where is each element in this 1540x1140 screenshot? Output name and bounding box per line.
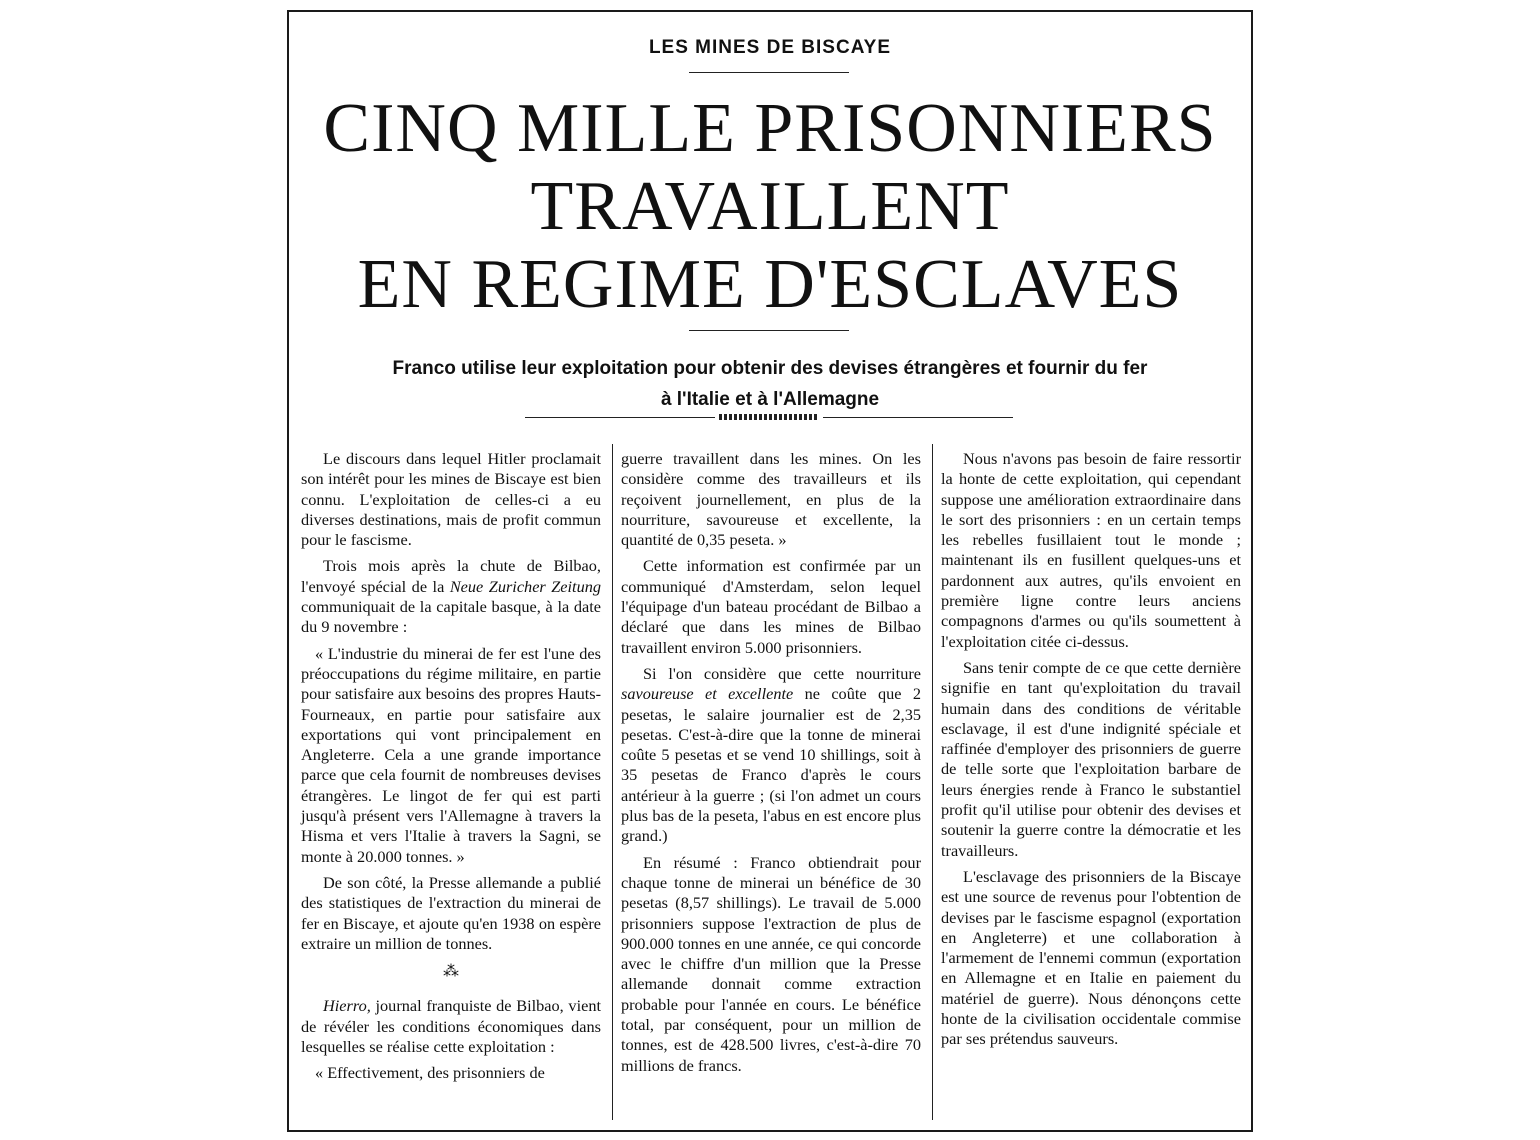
column-3 [941, 449, 1241, 1056]
col1-paragraph-5 [301, 996, 601, 1057]
col1-paragraph-3: « L'industrie du minerai de fer est l'une des préoccupations du régime militaire, en partie pour satisfaire aux besoins des propres Hauts-Fourneaux, en partie pour satisfaire aux exportations qui vont principalement en Angleterre. Cela a une grande importance parce que cela fournit de nombreuses devises étrangères. Le lingot de fer qui est parti jusqu'à présent vers l'Allemagne à travers la Hisma et vers l'Italie à travers la Sagni, se monte à 20.000 tonnes. » [301, 643, 601, 866]
newspaper-hierro: Hierro, [323, 996, 371, 1016]
ornament-wave [719, 414, 819, 420]
kicker-rule [689, 72, 849, 73]
headline-rule [689, 330, 849, 331]
ornament-line-right [823, 417, 1013, 418]
newspaper-name: Neue Zuricher Zeitung [449, 576, 602, 596]
subhead-line-2: à l'Italie et à l'Allemagne [660, 389, 880, 410]
headline-line-3: EN REGIME D'ESCLAVES [357, 246, 1183, 323]
subhead [309, 353, 1231, 415]
col2-paragraph-1: guerre travaillent dans les mines. On les considère comme des travailleurs et ils reçoivent journellement, en plus de la nourriture, savoureuse et excellente, la quantité de 0,35 peseta. » [621, 449, 921, 550]
col3-paragraph-3: L'esclavage des prisonniers de la Biscaye est une source de revenus pour l'obtention de devises par le fascisme espagnol (exportation en Angleterre) et une collaboration à l'armement de l'ennemi commun (exportation en Allemagne et en Italie en paiement du matériel de guerre). Nous dénonçons cette honte de la civilisation occidentale commise par ses prétendus sauveurs. [941, 866, 1241, 1049]
column-2 [621, 449, 921, 1082]
col1-p2-text-b: communiquait de la capitale basque, à la date du 9 novembre : [301, 597, 601, 637]
column-rule-1 [612, 444, 613, 1120]
col1-paragraph-2 [301, 556, 601, 637]
col2-paragraph-2: Cette information est confirmée par un communiqué d'Amsterdam, selon lequel l'équipage d'un bateau procédant de Bilbao a déclaré que dans les mines de Bilbao travaillent environ 5.000 prisonniers. [621, 556, 921, 657]
col3-paragraph-1: Nous n'avons pas besoin de faire ressortir la honte de cette exploitation, qui cependant suppose une amélioration extraordinaire dans le sort des prisonniers : en un certain temps les rebelles fusillaient tout le monde ; maintenant ils en fusillent quelques-uns et pardonnent aux autres, qu'ils envoient en première ligne contre leurs anciens compagnons d'armes ou qu'ils soumettent à l'exploitation citée ci-dessus. [941, 449, 1241, 651]
col1-paragraph-4: De son côté, la Presse allemande a publié des statistiques de l'extraction du minerai de fer en Biscaye, et ajoute qu'en 1938 on espère extraire un million de tonnes. [301, 872, 601, 953]
column-1 [301, 449, 601, 1090]
kicker: LES MINES DE BISCAYE [648, 37, 892, 58]
ornament-divider [409, 412, 1129, 422]
col1-paragraph-1: Le discours dans lequel Hitler proclamait son intérêt pour les mines de Biscaye est bien connu. L'exploitation de celles-ci a eu diverses destinations, mais de profit commun pour le fascisme. [301, 449, 601, 550]
col2-p3-emphasis: savoureuse et excellente [621, 684, 794, 704]
ornament-line-left [525, 417, 715, 418]
headline [289, 90, 1251, 324]
col1-p2-text-a: Trois mois après la chute de Bilbao, l'envoyé spécial de la [301, 556, 601, 596]
col2-paragraph-3 [621, 664, 921, 847]
col3-paragraph-2: Sans tenir compte de ce que cette dernière signifie en tant qu'exploitation du travail humain dans des conditions de véritable esclavage, il est d'une indignité spéciale et raffinée d'employer des prisonniers de guerre de telle sorte que l'exploitation barbare de leurs énergies rende à Franco le substantiel profit qu'il utilise pour obtenir des devises et soutenir la guerre contre la démocratie et les travailleurs. [941, 657, 1241, 860]
col2-p3-text-a: Si l'on considère que cette nourriture [643, 663, 921, 683]
subhead-line-1: Franco utilise leur exploitation pour obtenir des devises étrangères et fournir du fer [392, 358, 1148, 379]
asterism: ⁂ [443, 963, 459, 981]
col2-paragraph-4: En résumé : Franco obtiendrait pour chaque tonne de minerai un bénéfice de 30 pesetas (8,57 shillings). Le travail de 5.000 prisonniers suppose l'extraction de plus de 900.000 tonnes en une année, ce qui concorde avec le chiffre d'un million que la Presse allemande donnait comme extraction probable pour l'année en cours. Le bénéfice total, par conséquent, pour un million de tonnes, est de 428.500 livres, c'est-à-dire 70 millions de francs. [621, 852, 921, 1075]
headline-line-2: TRAVAILLENT [530, 168, 1010, 245]
article-frame [287, 10, 1253, 1132]
col1-paragraph-6: « Effectivement, des prisonniers de [315, 1063, 545, 1083]
col2-p3-text-b: ne coûte que 2 pesetas, le salaire journalier est de 2,35 pesetas. C'est-à-dire que la tonne de minerai coûte 5 pesetas et se vend 10 shillings, soit à 35 pesetas de Franco d'après le cours antérieur à la guerre ; (si l'on admet un cours plus bas de la peseta, l'abus en est encore plus grand.) [621, 684, 921, 846]
column-rule-2 [932, 444, 933, 1120]
col1-p5-text: journal franquiste de Bilbao, vient de révéler les conditions économiques dans lesquelles se réalise cette exploitation : [301, 996, 601, 1057]
headline-line-1: CINQ MILLE PRISONNIERS [323, 90, 1217, 167]
